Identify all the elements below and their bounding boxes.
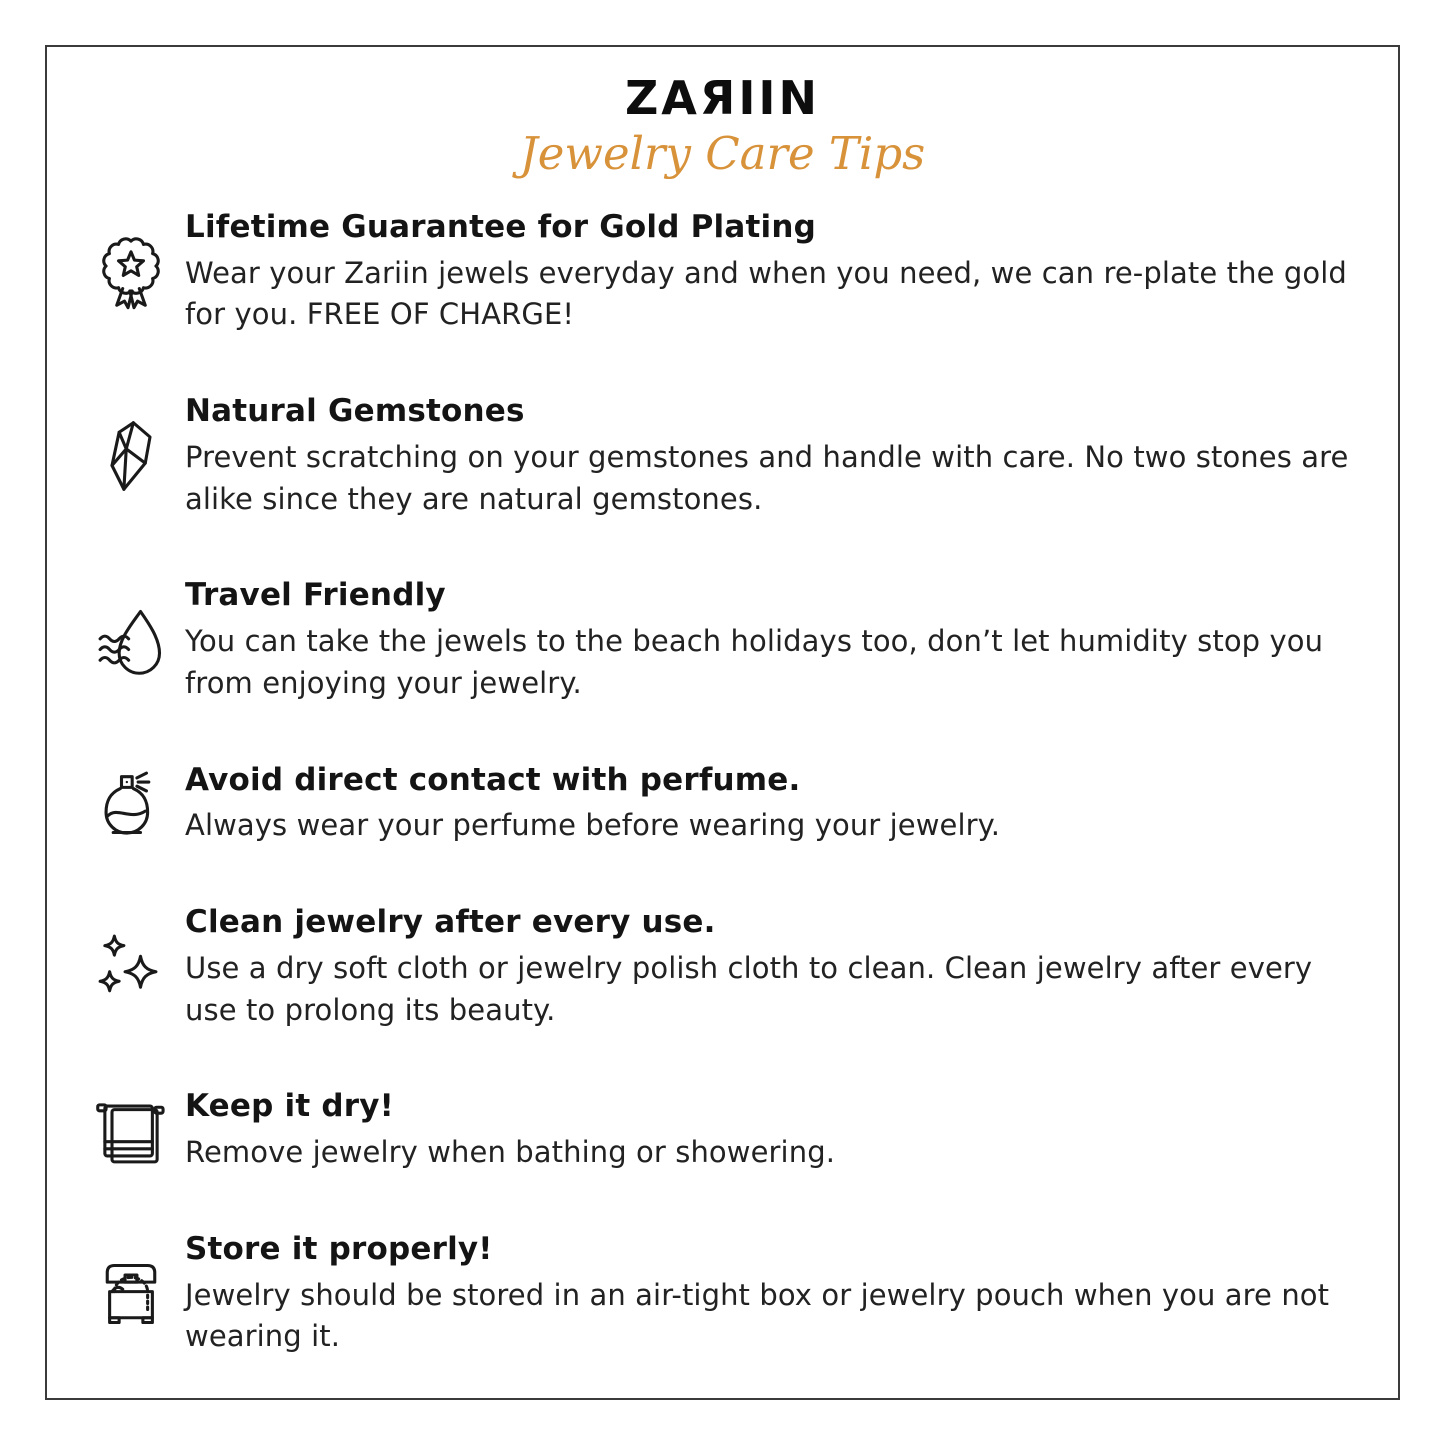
tip-row [77,1230,1368,1358]
award-ribbon-icon [77,234,185,310]
sparkles-icon [77,929,185,1005]
tip-title: Avoid direct contact with perfume. [185,761,801,798]
tip-body: Use a dry soft cloth or jewelry polish cloth to clean. Clean jewelry after every use to prolong its beauty. [185,950,1313,1027]
humidity-drop-icon [77,602,185,678]
tips-list [77,208,1368,1358]
card-title: Jewelry Care Tips [519,126,926,180]
tip-text [185,208,1368,336]
tip-text [185,1230,1368,1358]
perfume-bottle-icon [77,766,185,842]
tip-body: You can take the jewels to the beach holidays too, don’t let humidity stop you from enjoying your jewelry. [185,624,1324,700]
tip-body: Always wear your perfume before wearing your jewelry. [185,808,1001,843]
tip-row [77,761,1368,848]
tip-title: Lifetime Guarantee for Gold Plating [185,208,817,245]
jewelry-box-icon [77,1256,185,1332]
tip-text [185,392,1368,520]
tip-row [77,392,1368,520]
tip-row [77,903,1368,1031]
tip-row [77,1087,1368,1174]
tip-text [185,761,1368,848]
tip-title: Travel Friendly [185,577,446,614]
tip-title: Natural Gemstones [185,393,525,430]
tip-text [185,1087,1368,1174]
tip-title: Keep it dry! [185,1088,394,1125]
brand-logo: ZAЯIIN [624,71,821,125]
tip-body: Remove jewelry when bathing or showering. [185,1135,836,1170]
tip-body: Prevent scratching on your gemstones and handle with care. No two stones are alike since they are natural gemstones. [185,439,1349,516]
gemstone-icon [77,418,185,494]
card-header [77,73,1368,182]
tip-body: Wear your Zariin jewels everyday and when you need, we can re-plate the gold for you. FREE OF CHARGE! [185,255,1347,332]
tip-body: Jewelry should be stored in an air-tight box or jewelry pouch when you are not wearing it. [185,1277,1330,1354]
tip-title: Store it properly! [185,1230,493,1267]
tip-text [185,903,1368,1031]
tip-title: Clean jewelry after every use. [185,904,716,941]
towel-icon [77,1093,185,1169]
tip-text [185,576,1368,704]
tip-row [77,576,1368,704]
tip-row [77,208,1368,336]
card-frame [45,45,1400,1400]
